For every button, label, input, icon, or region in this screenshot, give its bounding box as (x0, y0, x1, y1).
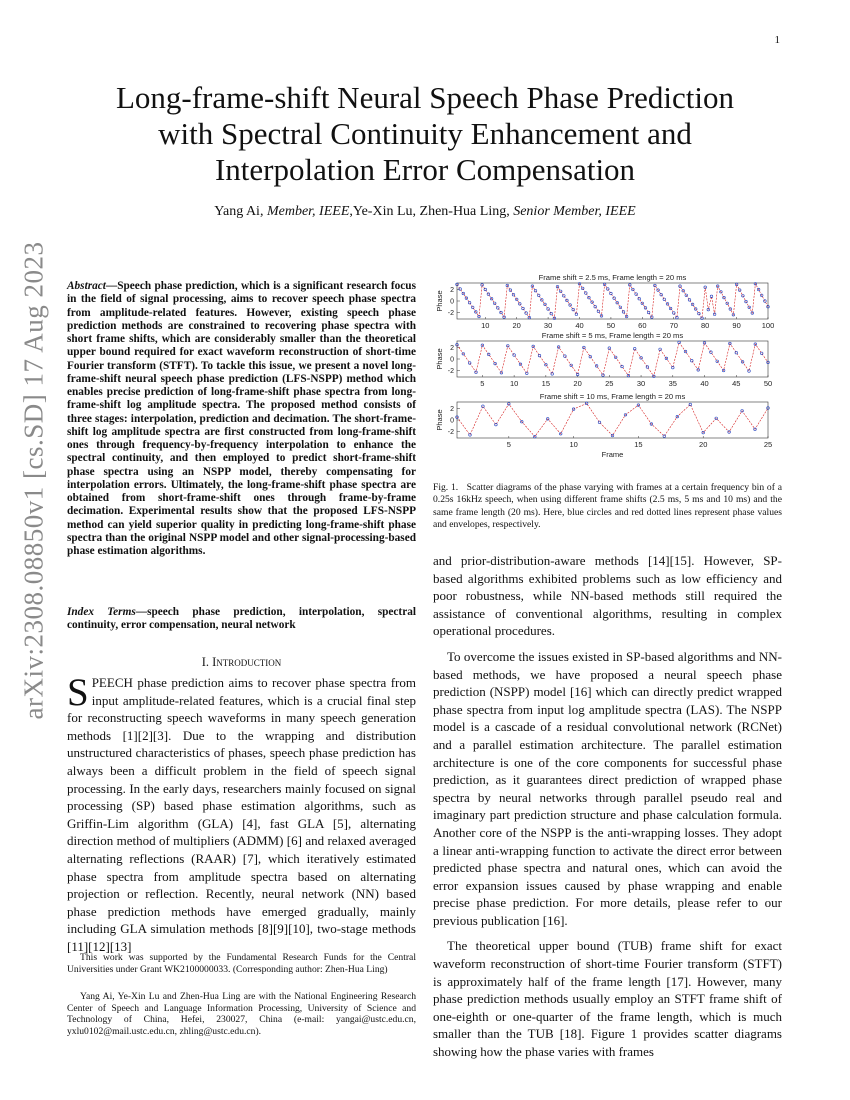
title-line-1: Long-frame-shift Neural Speech Phase Prediction (115, 80, 735, 115)
authors (70, 204, 780, 220)
author-2-3: ,Ye-Xin Lu, Zhen-Hua Ling, (349, 204, 514, 219)
figure-1-scatter-plots (431, 271, 786, 467)
index-terms-text: —speech phase prediction, interpolation, spectral continuity, error compensation, neural network (67, 606, 416, 632)
plot-1-title: Frame shift = 2.5 ms, Frame length = 20 ms (538, 273, 687, 282)
abstract (67, 280, 416, 558)
title-line-3: Interpolation Error Compensation (214, 152, 636, 187)
first-word: PEECH (91, 675, 133, 690)
plot-2-title: Frame shift = 5 ms, Frame length = 20 ms (541, 331, 684, 340)
y-tick-label: 2 (450, 345, 454, 353)
figure-caption-label: Fig. 1. (433, 482, 459, 493)
x-tick-label: 90 (732, 321, 741, 330)
x-tick-label: 20 (699, 440, 708, 449)
x-tick-label: 80 (700, 321, 710, 330)
paper-title (70, 80, 780, 188)
page-number: 1 (774, 34, 780, 46)
x-tick-label: 50 (606, 321, 616, 330)
index-terms-label: Index Terms (67, 606, 136, 618)
author-1: Yang Ai, (214, 204, 267, 219)
y-tick-label: -2 (447, 309, 454, 317)
x-tick-label: 5 (480, 379, 485, 388)
author-1-role: Member, IEEE (266, 204, 350, 219)
intro-text: phase prediction aims to recover phase spectra from input amplitude-related features, which is a crucial final step for reconstructing speech waveforms in many speech generation methods [1][2][3]. Due to the wrapping and distribution unstructured characteristics of phases, speech phase prediction has always been a difficult problem in the field of speech signal processing. In the early days, researchers mainly focused on signal processing (SP) based phase estimation algorithms, such as Griffin-Lim algorithm (GLA) [4], fast GLA [5], alternating direction method of multipliers (ADMM) [6] and relaxed averaged alternating reflections (RAAR) [7], which iteratively estimated phase spectra from amplitude spectra based on alternating projection or reflection. Recently, neural network (NN) based phase prediction methods have emerged gradually, mainly including GLA simulation methods [8][9][10], two-stage methods [11][12][13] (67, 675, 416, 954)
x-tick-label: 50 (763, 379, 773, 388)
x-tick-label: 40 (700, 379, 709, 388)
x-tick-label: 10 (481, 321, 490, 330)
x-tick-label: 45 (732, 379, 741, 388)
x-tick-label: 30 (543, 321, 553, 330)
y-tick-label: 2 (450, 406, 454, 414)
section-heading: I. Introduction (201, 655, 282, 669)
figure-caption (433, 482, 782, 531)
footnote-affiliation: Yang Ai, Ye-Xin Lu and Zhen-Hua Ling are with the National Engineering Research Center of Speech and Language Information Processing, University of Science and Technology of China, Hefei, 230027, China (e-mail: yangai@ustc.edu.cn, yxlu0102@mail.ustc.edu.cn, zhling@ustc.edu.cn). (67, 991, 416, 1037)
paragraph-3: The theoretical upper bound (TUB) frame shift for exact waveform reconstruction of short-time Fourier transform (STFT) is approximately half of the frame length [17]. However, many phase prediction methods usually employ an STFT frame shift of one-eighth or one-quarter of the frame length, which is much smaller than the TUB [18]. Figure 1 provides scatter diagrams showing how the phase varies with frames (433, 938, 782, 1060)
y-tick-label: 0 (450, 417, 454, 425)
paragraph-1: and prior-distribution-aware methods [14][15]. However, SP-based algorithms exhibited problems such as low efficiency and poor robustness, while NN-based methods still required the assistance of conventional algorithms, resulting in complex operational procedures. (433, 553, 782, 639)
abstract-label: Abstract (67, 280, 106, 292)
x-tick-label: 25 (763, 440, 773, 449)
y-tick-label: -2 (447, 428, 454, 436)
x-tick-label: 15 (541, 379, 551, 388)
intro-paragraph (67, 671, 416, 956)
plot-3-ylabel: Phase (435, 409, 444, 431)
x-tick-label: 15 (634, 440, 643, 449)
author-3-role: Senior Member, IEEE (513, 204, 636, 219)
y-tick-label: 0 (450, 298, 454, 306)
x-tick-label: 10 (509, 379, 519, 388)
plot-3-title: Frame shift = 10 ms, Frame length = 20 ms (539, 392, 686, 401)
x-tick-label: 100 (761, 321, 775, 330)
plot-2-axes (457, 341, 768, 377)
arxiv-stamp: arXiv:2308.08850v1 [cs.SD] 17 Aug 2023 (18, 241, 49, 720)
index-terms (67, 606, 416, 633)
x-tick-label: 20 (512, 321, 521, 330)
abstract-text: —Speech phase prediction, which is a significant research focus in the field of signal processing, aims to recover speech phase spectra from amplitude-related features. However, existing speech phase prediction methods are constrained to recovering phase spectra with short frame shifts, which are considerably smaller than the theoretical upper bound required for exact waveform reconstruction of short-time Fourier transform (STFT). To tackle this issue, we present a novel long-frame-shift neural speech phase prediction (LFS-NSPP) method which enables precise prediction of long-frame-shift phase spectra from long-frame-shift log amplitude spectra. The proposed method consists of three stages: interpolation, prediction and decimation. The short-frame-shift log amplitude spectra are first constructed from long-frame-shift ones through frequency-by-frequency interpolation to enhance the spectral continuity, and then employed to predict short-frame-shift phase spectra using an NSPP model, thereby compensating for interpolation errors. Ultimately, the long-frame-shift phase spectra are obtained from short-frame-shift ones through frame-by-frame decimation. Experimental results show that the proposed LFS-NSPP method can yield superior quality in predicting long-frame-shift phase spectra than the original NSPP model and other signal-processing-based phase estimation algorithms. (67, 280, 416, 557)
x-tick-label: 70 (669, 321, 678, 330)
plot-1-axes (457, 283, 768, 319)
x-tick-label: 35 (668, 379, 677, 388)
y-tick-label: -2 (447, 367, 454, 375)
x-tick-label: 20 (573, 379, 582, 388)
plot-2-ylabel: Phase (435, 348, 444, 370)
x-tick-label: 10 (569, 440, 578, 449)
y-tick-label: 2 (450, 287, 454, 295)
y-tick-label: 0 (450, 356, 454, 364)
right-column-body (433, 552, 782, 1061)
plot-3-axes (457, 402, 768, 438)
plot-3-xlabel: Frame (601, 450, 624, 459)
title-line-2: with Spectral Continuity Enhancement and (158, 116, 692, 151)
footnote-funding: This work was supported by the Fundamental Research Funds for the Central Universities under Grant WK2100000033. (Corresponding author: Zhen-Hua Ling) (67, 952, 416, 975)
plot-1-ylabel: Phase (435, 290, 444, 312)
figure-caption-text: Scatter diagrams of the phase varying with frames at a certain frequency bin of a 0.25s 16kHz speech, when using different frame shifts (2.5 ms, 5 ms and 10 ms) and the same frame length (20 ms). Here, blue circles and red dotted lines represent phase values and envelopes, respectively. (433, 482, 782, 530)
x-tick-label: 25 (605, 379, 614, 388)
x-tick-label: 30 (636, 379, 646, 388)
x-tick-label: 5 (506, 440, 511, 449)
paragraph-2: To overcome the issues existed in SP-based algorithms and NN-based methods, we have proposed a neural speech phase prediction (NSPP) model [16] which can directly predict wrapped phase spectra from input log amplitude spectra (LAS). The NSPP model is a cascade of a residual convolutional network (RCNet) and a parallel estimation architecture. The parallel estimation architecture is one of the core components for successful phase prediction, as it guarantees direct prediction of wrapped phase spectra by neural networks through parallel pseudo real and imaginary part prediction structure and phase calculation formula. Another core of the NSPP is the anti-wrapping losses. They adopt a linear anti-wrapping function to activate the direct error between predicted phase spectra and natural ones, which can avoid the error expansion issues caused by phase wrapping and enable precise phase prediction. For more details, please refer to our previous publication [16]. (433, 648, 782, 928)
x-tick-label: 60 (638, 321, 647, 330)
x-tick-label: 40 (575, 321, 584, 330)
drop-cap: S (67, 671, 89, 714)
